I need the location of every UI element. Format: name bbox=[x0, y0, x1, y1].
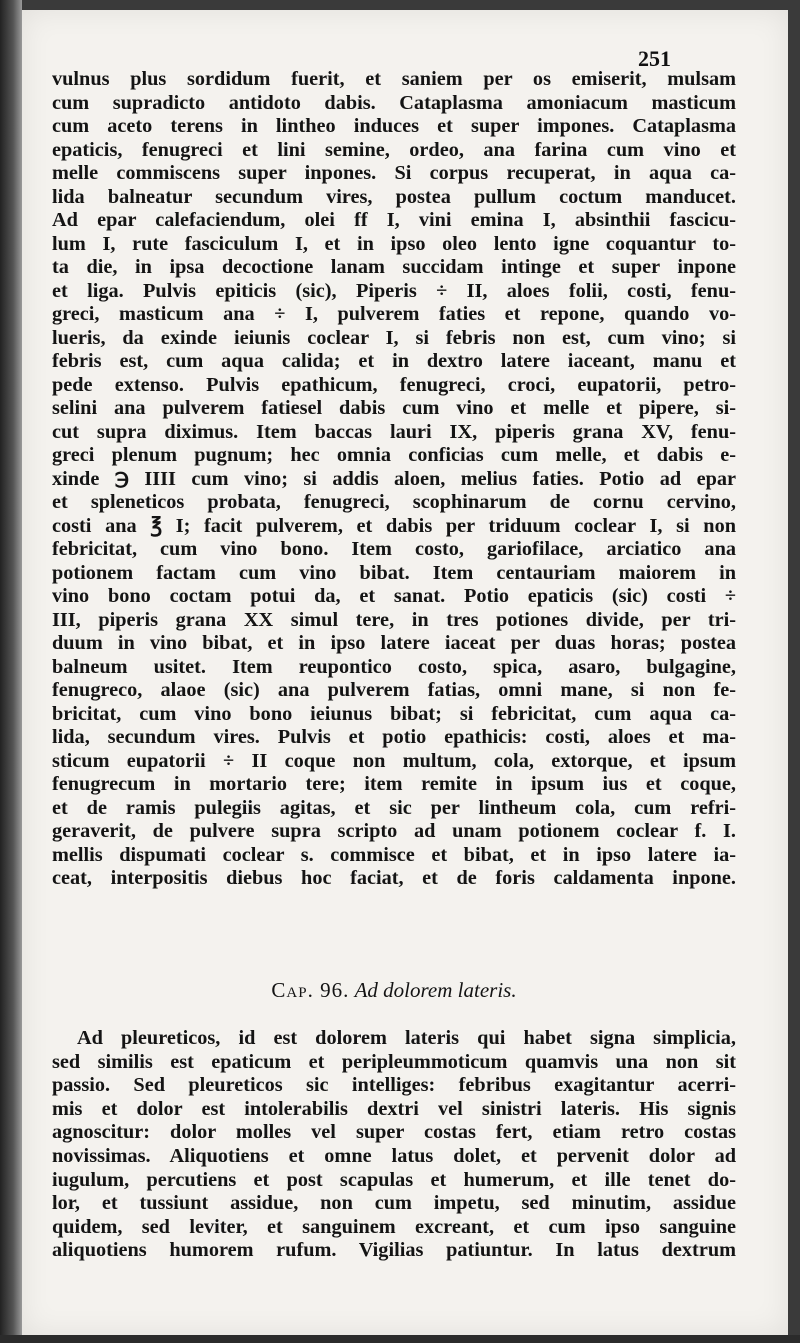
text-line: balneum usitet. Item reupontico costo, spica, asaro, bulgagine, bbox=[52, 655, 736, 678]
text-line: lida balneatur secundum vires, postea pullum coctum manducet. bbox=[52, 185, 736, 208]
text-line: melle commiscens super inpones. Si corpus recuperat, in aqua ca- bbox=[52, 162, 736, 184]
text-line: mellis dispumati coclear s. commisce et bibat, et in ipso latere ia- bbox=[52, 843, 736, 866]
chapter-heading bbox=[52, 978, 736, 1003]
text-line: greci plenum pugnum; hec omnia conficias cum melle, et dabis e- bbox=[52, 444, 736, 466]
text-line: lida, secundum vires. Pulvis et potio epathicis: costi, aloes et ma- bbox=[52, 726, 736, 748]
page-bottom-edge bbox=[0, 1335, 800, 1343]
text-line: Ad pleureticos, id est dolorem lateris qui habet signa simplicia, bbox=[77, 1027, 736, 1049]
text-line: febricitat, cum vino bono. Item costo, gariofilace, arciatico ana bbox=[52, 538, 736, 560]
text-line: selini ana pulverem fatiesel dabis cum vino et melle et pipere, si- bbox=[52, 397, 736, 419]
text-line: ta die, in ipsa decoctione lanam succidam intinge et super inpone bbox=[52, 256, 736, 278]
main-text-block bbox=[52, 68, 736, 891]
text-line: Ad epar calefaciendum, olei ff I, vini emina I, absinthii fascicu- bbox=[52, 209, 736, 231]
chapter-title: Ad dolorem lateris. bbox=[354, 978, 517, 1002]
text-line: bricitat, cum vino bono ieiunus bibat; si febricitat, cum aqua ca- bbox=[52, 702, 736, 725]
text-line: fenugrecum in mortario tere; item remite in ipsum ius et coque, bbox=[52, 773, 736, 795]
text-line: III, piperis grana XX simul tere, in tres potiones divide, per tri- bbox=[52, 608, 736, 631]
text-line: greci, masticum ana ÷ I, pulverem faties et repone, quando vo- bbox=[52, 303, 736, 325]
page-number: 251 bbox=[638, 46, 671, 71]
text-line: lum I, rute fasciculum I, et in ipso oleo lento igne coquantur to- bbox=[52, 232, 736, 255]
text-line: novissimas. Aliquotiens et omne latus dolet, et pervenit dolor ad bbox=[52, 1144, 736, 1167]
text-line: agnoscitur: dolor molles vel super costas fert, etiam retro costas bbox=[52, 1121, 736, 1144]
text-line: epaticis, fenugreci et lini semine, ordeo, ana farina cum vino et bbox=[52, 138, 736, 161]
text-line: cut supra diximus. Item baccas lauri IX, piperis grana XV, fenu- bbox=[52, 420, 736, 443]
text-line: aliquotiens humorem rufum. Vigilias patiuntur. In latus dextrum bbox=[52, 1239, 736, 1262]
text-line: et de ramis pulegiis agitas, et sic per lintheum cola, cum refri- bbox=[52, 796, 736, 819]
text-line: xinde ℈ IIII cum vino; si addis aloen, melius faties. Potio ad epar bbox=[52, 467, 736, 490]
text-line: pede extenso. Pulvis epathicum, fenugreci, croci, eupatorii, petro- bbox=[52, 373, 736, 396]
text-line: cum supradicto antidoto dabis. Cataplasma amoniacum masticum bbox=[52, 91, 736, 114]
text-line: fenugreco, alaoe (sic) ana pulverem fatias, omni mane, si non fe- bbox=[52, 679, 736, 701]
page-left-edge-shadow bbox=[0, 0, 22, 1343]
text-line: lor, et tussiunt assidue, non cum impetu, sed minutim, assidue bbox=[52, 1192, 736, 1215]
text-line: passio. Sed pleureticos sic intelliges: febribus exagitantur acerri- bbox=[52, 1074, 736, 1097]
text-line: potionem factam cum vino bibat. Item centauriam maiorem in bbox=[52, 561, 736, 584]
text-line: iugulum, percutiens et post scapulas et humerum, et ille tenet do- bbox=[52, 1168, 736, 1191]
text-line: cum aceto terens in lintheo induces et super impones. Cataplasma bbox=[52, 115, 736, 137]
text-line: et spleneticos probata, fenugreci, scophinarum de cornu cervino, bbox=[52, 491, 736, 513]
book-page bbox=[22, 10, 788, 1335]
text-line: quidem, sed leviter, et sanguinem excreant, et cum ipso sanguine bbox=[52, 1215, 736, 1238]
text-line: febris est, cum aqua calida; et in dextro latere iaceant, manu et bbox=[52, 350, 736, 372]
text-line: costi ana ℥ I; facit pulverem, et dabis per triduum coclear I, si non bbox=[52, 514, 736, 537]
text-line: mis et dolor est intolerabilis dextri vel sinistri lateris. His signis bbox=[52, 1097, 736, 1120]
text-line: lueris, da exinde ieiunis coclear I, si febris non est, cum vino; si bbox=[52, 326, 736, 349]
chapter-label: Cap. 96. bbox=[271, 978, 350, 1002]
chapter-text-block bbox=[52, 1027, 736, 1263]
text-line: sed similis est epaticum et peripleummoticum quamvis una non sit bbox=[52, 1050, 736, 1073]
text-line: duum in vino bibat, et in ipso latere iaceat per duas horas; postea bbox=[52, 632, 736, 654]
text-line: vino bono coctam potui da, et sanat. Potio epaticis (sic) costi ÷ bbox=[52, 585, 736, 607]
text-line: sticum eupatorii ÷ II coque non multum, cola, extorque, et ipsum bbox=[52, 749, 736, 772]
text-line: et liga. Pulvis epiticis (sic), Piperis ÷ II, aloes folii, costi, fenu- bbox=[52, 279, 736, 302]
text-line: ceat, interpositis diebus hoc faciat, et de foris caldamenta inpone. bbox=[52, 867, 736, 889]
text-line: vulnus plus sordidum fuerit, et saniem per os emiserit, mulsam bbox=[52, 68, 736, 90]
text-line: geraverit, de pulvere supra scripto ad unam potionem coclear f. I. bbox=[52, 820, 736, 842]
